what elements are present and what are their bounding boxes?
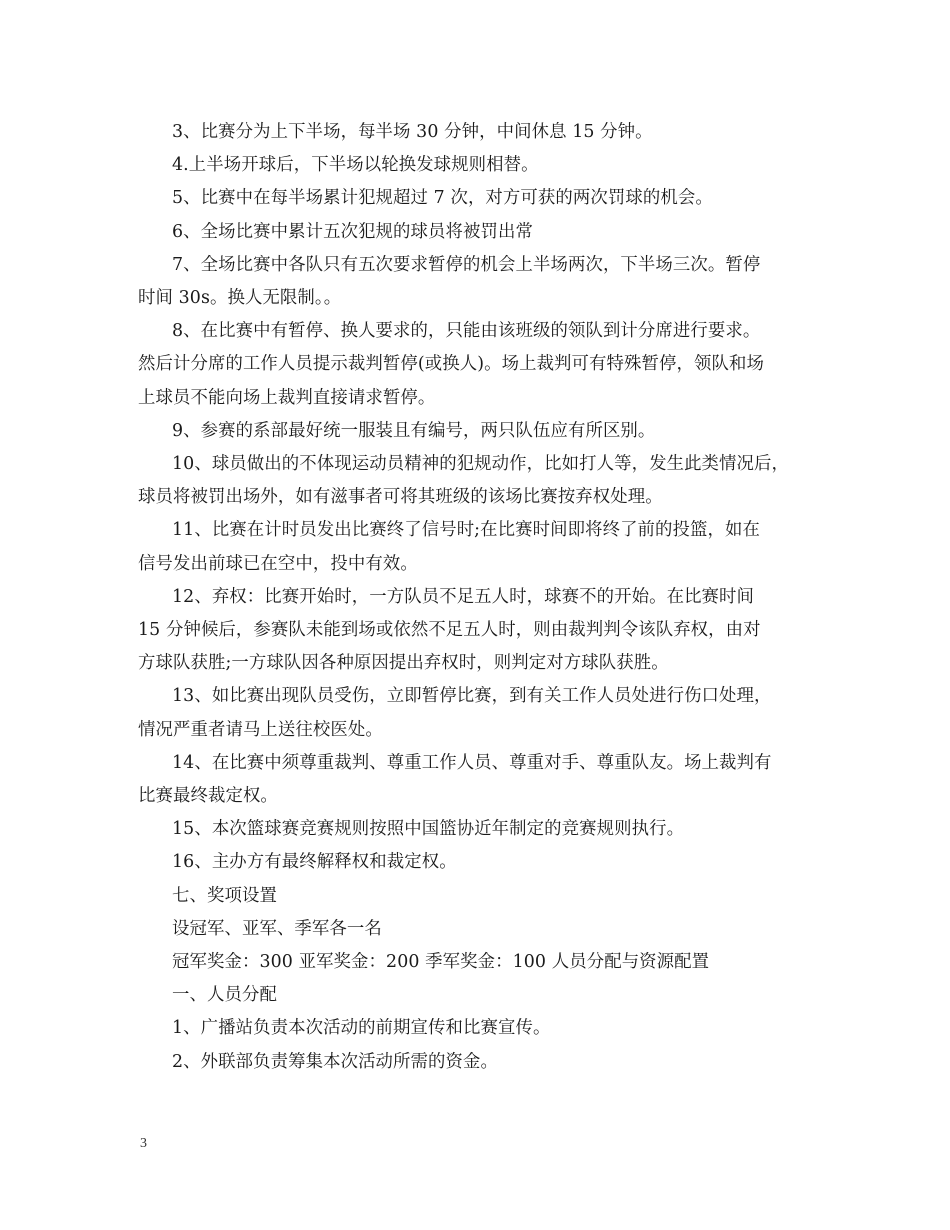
paragraph-line: 3、比赛分为上下半场，每半场 30 分钟，中间休息 15 分钟。: [172, 122, 653, 142]
paragraph: [138, 1046, 828, 1079]
paragraph: [138, 946, 828, 979]
paragraph-line: 然后计分席的工作人员提示裁判暂停(或换人)。场上裁判可有特殊暂停，领队和场: [138, 354, 764, 375]
paragraph-line: 7、全场比赛中各队只有五次要求暂停的机会上半场两次，下半场三次。暂停: [172, 254, 761, 275]
paragraph-line: 13、如比赛出现队员受伤，立即暂停比赛，到有关工作人员处进行伤口处理，: [172, 686, 772, 707]
paragraph-line: 信号发出前球已在空中，投中有效。: [138, 553, 418, 574]
paragraph-line: 2、外联部负责筹集本次活动所需的资金。: [172, 1051, 498, 1072]
paragraph: [138, 813, 828, 846]
paragraph: [138, 149, 828, 182]
paragraph-line: 10、球员做出的不体现运动员精神的犯规动作，比如打人等，发生此类情况后，: [172, 454, 790, 475]
paragraph-line: 球员将被罚出场外，如有滋事者可将其班级的该场比赛按弃权处理。: [138, 487, 663, 508]
paragraph-line: 设冠军、亚军、季军各一名: [172, 918, 382, 939]
paragraph-line: 七、奖项设置: [172, 885, 277, 906]
paragraph: [138, 315, 828, 415]
paragraph: [138, 747, 828, 813]
paragraph: [138, 216, 828, 249]
paragraph: [138, 913, 828, 946]
paragraph: [138, 846, 828, 879]
paragraph-line: 情况严重者请马上送往校医处。: [138, 719, 383, 740]
page-number: 3: [140, 1136, 147, 1151]
paragraph: [138, 979, 828, 1012]
paragraph: [138, 448, 828, 514]
paragraph-line: 11、比赛在计时员发出比赛终了信号时;在比赛时间即将终了前的投篮，如在: [172, 520, 760, 541]
paragraph: [138, 514, 828, 580]
paragraph-line: 14、在比赛中须尊重裁判、尊重工作人员、尊重对手、尊重队友。场上裁判有: [172, 752, 772, 773]
paragraph: [138, 249, 828, 315]
paragraph-line: 时间 30s。换人无限制。。: [138, 288, 342, 309]
paragraph-line: 一、人员分配: [172, 985, 277, 1006]
paragraph-line: 5、比赛中在每半场累计犯规超过 7 次，对方可获的两次罚球的机会。: [172, 188, 713, 209]
document-body: [138, 116, 828, 1079]
paragraph-line: 4.上半场开球后，下半场以轮换发球规则相替。: [172, 155, 539, 176]
paragraph-line: 12、弃权：比赛开始时，一方队员不足五人时，球赛不的开始。在比赛时间: [172, 586, 755, 607]
paragraph: [138, 182, 828, 215]
paragraph-line: 冠军奖金：300 亚军奖金：200 季军奖金：100 人员分配与资源配置: [172, 952, 710, 973]
paragraph-line: 6、全场比赛中累计五次犯规的球员将被罚出常: [172, 221, 533, 242]
paragraph: [138, 415, 828, 448]
paragraph-line: 15、本次篮球赛竞赛规则按照中国篮协近年制定的竞赛规则执行。: [172, 819, 685, 840]
paragraph-line: 8、在比赛中有暂停、换人要求的，只能由该班级的领队到计分席进行要求。: [172, 321, 761, 342]
paragraph-line: 9、参赛的系部最好统一服装且有编号，两只队伍应有所区别。: [172, 420, 656, 441]
paragraph: [138, 880, 828, 913]
paragraph: [138, 116, 828, 149]
paragraph-line: 上球员不能向场上裁判直接请求暂停。: [138, 387, 436, 408]
paragraph-line: 1、广播站负责本次活动的前期宣传和比赛宣传。: [172, 1018, 551, 1039]
paragraph: [138, 581, 828, 681]
paragraph-line: 比赛最终裁定权。: [138, 786, 278, 807]
paragraph-line: 方球队获胜;一方球队因各种原因提出弃权时，则判定对方球队获胜。: [138, 653, 669, 674]
paragraph-line: 15 分钟候后，参赛队未能到场或依然不足五人时，则由裁判判令该队弃权，由对: [138, 620, 761, 641]
paragraph-line: 16、主办方有最终解释权和裁定权。: [172, 852, 457, 873]
paragraph: [138, 1012, 828, 1045]
paragraph: [138, 680, 828, 746]
